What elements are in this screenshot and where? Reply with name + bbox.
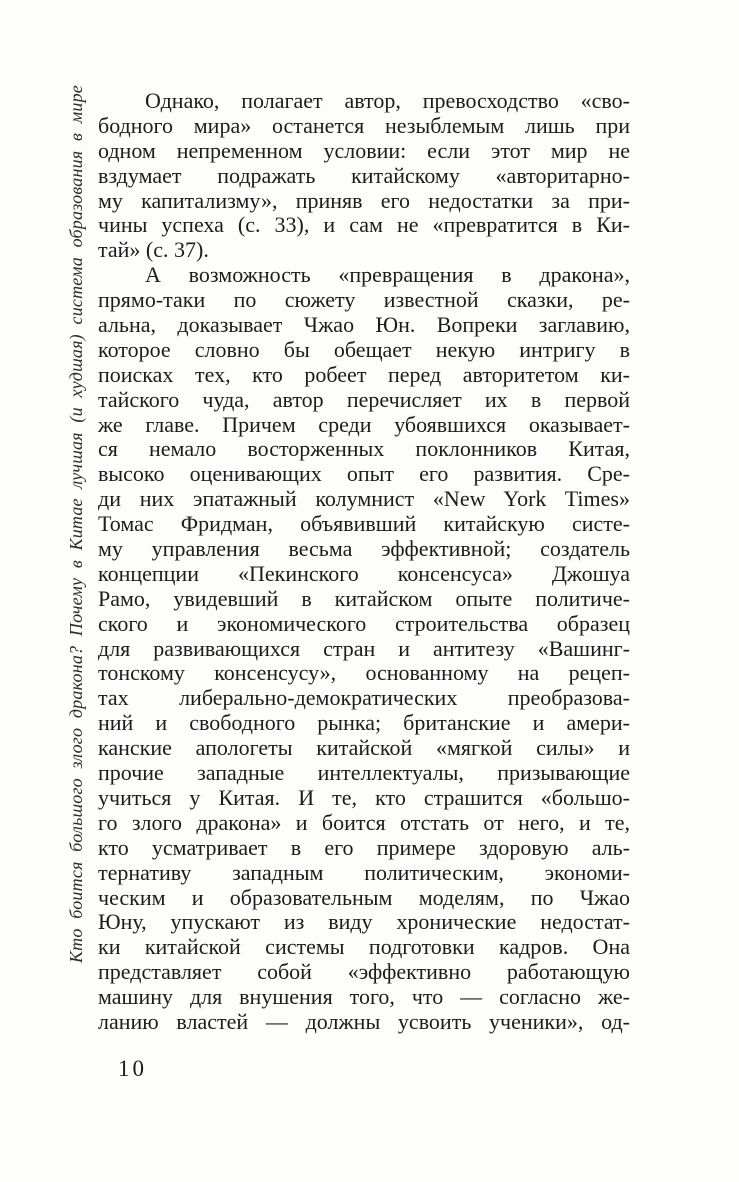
text-line: которое словно бы обещает некую интригу в [98, 336, 630, 362]
text-line: высоко оценивающих опыт его развития. Сре- [98, 461, 630, 487]
text-line: А возможность «превращения в дракона», [145, 262, 630, 288]
text-line: одном непременном условии: если этот мир не [98, 137, 630, 163]
text-line: го злого дракона» и боится отстать от него, и те, [98, 809, 630, 835]
text-line: ческим и образовательным моделям, по Чжао [98, 884, 630, 910]
text-line: канские апологеты китайской «мягкой силы» и [98, 735, 630, 761]
text-line: вздумает подражать китайскому «авторитарно- [98, 162, 630, 188]
text-line: Томас Фридман, объявивший китайскую систе- [98, 511, 630, 537]
body-text-column [98, 89, 630, 1035]
text-line: концепции «Пекинского консенсуса» Джошуа [98, 560, 630, 586]
text-line: му управления весьма эффективной; создатель [98, 536, 630, 562]
text-line: тайского чуда, автор перечисляет их в первой [98, 386, 630, 412]
text-line: ланию властей — должны усвоить ученики», од- [98, 1008, 630, 1034]
text-line: ского и экономического строительства образец [98, 610, 630, 636]
text-line: му капитализму», приняв его недостатки за при- [98, 187, 630, 213]
text-line: бодного мира» останется незыблемым лишь при [98, 112, 630, 138]
text-line: ди них эпатажный колумнист «New York Times» [98, 486, 630, 512]
text-line: учиться у Китая. И те, кто страшится «большо- [98, 784, 630, 810]
page-number: 10 [118, 1056, 147, 1081]
text-line: тай» (с. 37). [98, 237, 209, 263]
text-line: ний и свободного рынка; британские и амери- [98, 710, 630, 736]
text-line: чины успеха (с. 33), и сам не «превратится в Ки- [98, 212, 630, 238]
text-line: Рамо, увидевший в китайском опыте политиче- [98, 585, 630, 611]
text-line: же главе. Причем среди убоявшихся оказывает- [98, 411, 630, 437]
text-line: Однако, полагает автор, превосходство «сво- [145, 88, 630, 113]
text-line: машину для внушения того, что — согласно же- [98, 984, 630, 1010]
margin-title-vertical: Кто боится большого злого дракона? Почему в Китае лучшая (и худшая) система образования в мире [66, 85, 86, 963]
text-line: тернативу западным политическим, экономи- [98, 859, 630, 885]
text-line: Юну, упускают из виду хронические недостат- [98, 909, 630, 935]
text-line: поисках тех, кто робеет перед авторитетом ки- [98, 361, 630, 387]
text-line: кто усматривает в его примере здоровую аль- [98, 834, 630, 860]
text-line: представляет собой «эффективно работающую [98, 959, 630, 985]
text-line: тах либерально-демократических преобразова- [98, 685, 630, 711]
text-line: альна, доказывает Чжао Юн. Вопреки заглавию, [98, 312, 630, 338]
text-line: ся немало восторженных поклонников Китая, [98, 436, 630, 462]
text-line: прочие западные интеллектуалы, призывающие [98, 760, 630, 786]
text-line: прямо-таки по сюжету известной сказки, ре- [98, 287, 630, 313]
text-line: ки китайской системы подготовки кадров. Она [98, 934, 630, 960]
text-line: тонскому консенсусу», основанному на рецеп- [98, 660, 630, 686]
text-line: для развивающихся стран и антитезу «Вашинг- [98, 635, 630, 661]
